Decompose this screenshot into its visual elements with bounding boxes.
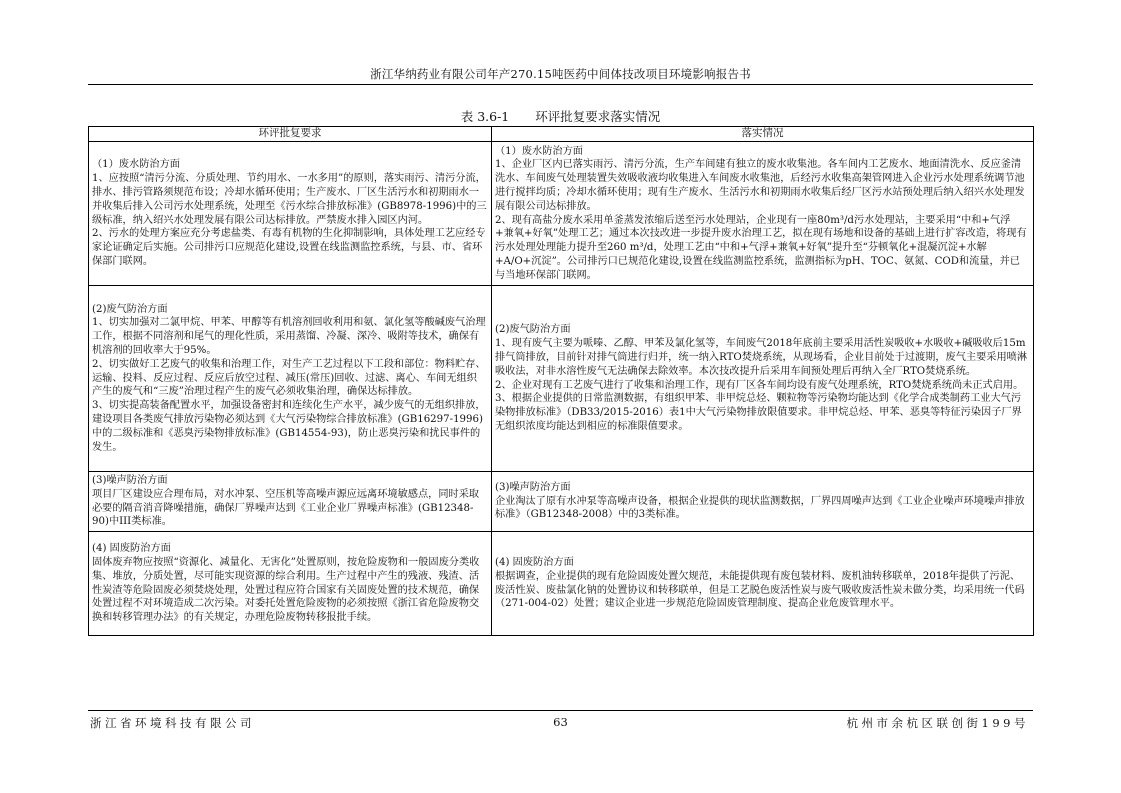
requirement-cell — [89, 142, 492, 286]
requirement-cell — [89, 532, 492, 636]
table-row-solid-waste — [89, 532, 1034, 636]
requirement-heading: (4) 固废防治方面 — [92, 543, 171, 555]
requirement-item: 2、切实做好工艺废气的收集和治理工作，对生产工艺过程以下工段和部位：物料贮存、运输、投料、反应过程、反应后放空过程、减压(常压)回收、过滤、离心、车间无组织产生的废气和“三废”治理过程产生的废气必须收集治理，确保达标排放。 — [92, 358, 486, 398]
implementation-item: 企业淘汰了原有水冲泵等高噪声设备，根据企业提供的现状监测数据，厂界四周噪声达到《工业企业噪声环境噪声排放标准》（GB12348-2008）中的3类标准。 — [495, 495, 1025, 521]
implementation-heading: （1）废水防治方面 — [495, 145, 583, 157]
footer-company: 浙江省环境科技有限公司 — [90, 716, 255, 730]
table-row-noise — [89, 472, 1034, 532]
implementation-cell — [492, 472, 1034, 532]
table-row-wastewater — [89, 142, 1034, 286]
implementation-item: 根据调查，企业提供的现有危险固废处置欠规范，未能提供现有废包装材料、废机油转移联单，2018年提供了污泥、废活性炭、废盐氯化钠的处置协议和转移联单，但是工艺脱色废活性炭与废气吸收废活性炭未做分类，均采用统一代码（271-004-02）处置；建议企业进一步规范危险固废管理制度、提高企业危废管理水平。 — [495, 570, 1025, 610]
implementation-heading: (2)废气防治方面 — [495, 324, 571, 336]
footer-page-number: 63 — [553, 715, 568, 729]
page-header-title: 浙江华纳药业有限公司年产270.15吨医药中间体技改项目环境影响报告书 — [370, 67, 751, 81]
column-header-requirement: 环评批复要求 — [89, 127, 492, 142]
implementation-item: 3、根据企业提供的日常监测数据，有组织甲苯、非甲烷总烃、颗粒物等污染物均能达到《化学合成类制药工业大气污染物排放标准》（DB33/2015-2016）表1中大气污染物排放限值要求。非甲烷总烃、甲苯、恶臭等特征污染因子厂界无组织浓度均能达到相应的标准限值要求。 — [495, 393, 1022, 432]
table-row-waste-gas — [89, 286, 1034, 472]
requirement-cell — [89, 286, 492, 472]
implementation-item: 2、现有高盐分废水采用单釜蒸发浓缩后送至污水处理站，企业现有一座80m³/d污水处理站，主要采用“中和+气浮+兼氧+好氧”处理工艺；通过本次技改进一步提升废水治理工艺，拟在现有场地和设备的基础上进行扩容改造，将现有污水处理处理能力提升至260 m³/d，处理工艺由“中和+气浮+兼氧+好氧”提升至“芬顿氧化+混凝沉淀+水解+A/O+沉淀”。公司排污口已规范化建设,设置在线监测监控系统，监测指标为pH、TOC、氨氮、COD和流量，并已与当地环保部门联网。 — [495, 214, 1027, 281]
requirement-item: 3、切实提高装备配置水平，加强设备密封和连续化生产水平，减少废气的无组织排放，建设项目各类废气排放污染物必须达到《大气污染物综合排放标准》(GB16297-1996)中的二级标准和《恶臭污染物排放标准》(GB14554-93)，防止恶臭污染和扰民事件的发生。 — [92, 400, 486, 453]
requirement-heading: （1）废水防治方面 — [92, 159, 180, 171]
implementation-heading: (4) 固废防治方面 — [495, 556, 574, 568]
implementation-item: 1、现有废气主要为哌嗪、乙醇、甲苯及氯化氢等，车间废气2018年底前主要采用活性炭吸收+水吸收+碱吸收后15m排气筒排放，目前针对排气筒进行归并，统一纳入RTO焚烧系统，从现场看，企业目前处于过渡期，废气主要采用喷淋吸收法，对非水溶性废气无法确保去除效率。本次技改提升后采用车间预处理后再纳入全厂RTO焚烧系统。 — [495, 338, 1028, 377]
implementation-cell — [492, 532, 1034, 636]
table-caption — [0, 107, 1121, 125]
table-header-row — [89, 127, 1034, 142]
implementation-item: 1、企业厂区内已落实雨污、清污分流，生产车间建有独立的废水收集池。各车间内工艺废水、地面清洗水、反应釜清洗水、车间废气处理装置失效吸收液均收集进入车间废水收集池，后经污水收集高架管网进入企业污水处理系统调节池进行搅拌均质；冷却水循环使用；现有生产废水、生活污水和初期雨水收集后经厂区污水站预处理后纳入绍兴水处理发展有限公司达标排放。 — [495, 159, 1025, 212]
implementation-item: 2、企业对现有工艺废气进行了收集和治理工作，现有厂区各车间均设有废气处理系统，RTO焚烧系统尚未正式启用。 — [495, 379, 1024, 391]
requirements-table — [88, 126, 1034, 636]
header-rule — [88, 84, 1033, 85]
requirement-heading: (3)噪声防治方面 — [92, 474, 168, 486]
implementation-heading: (3)噪声防治方面 — [495, 481, 571, 493]
footer-address: 杭州市余杭区联创街199号 — [846, 716, 1029, 730]
requirement-heading: (2)废气防治方面 — [92, 303, 168, 315]
implementation-cell — [492, 286, 1034, 472]
column-header-implementation: 落实情况 — [492, 127, 1034, 142]
requirement-item: 2、污水的处理方案应充分考虑盐类、有毒有机物的生化抑制影响，具体处理工艺应经专家论证确定后实施。公司排污口应规范化建设,设置在线监测监控系统，与县、市、省环保部门联网。 — [92, 228, 486, 267]
requirement-item: 1、应按照“清污分流、分质处理、节约用水、一水多用”的原则，落实雨污、清污分流，排水、排污管路须规范布设；冷却水循环使用；生产废水、厂区生活污水和初期雨水一并收集后排入公司污水处理系统，处理至《污水综合排放标准》(GB8978-1996)中的三级标准，纳入绍兴水处理发展有限公司达标排放。严禁废水排入园区内河。 — [92, 173, 487, 226]
requirement-item: 项目厂区建设应合理布局，对水冲泵、空压机等高噪声源应远离环境敏感点，同时采取必要的隔音消音降噪措施，确保厂界噪声达到《工业企业厂界噪声标准》(GB12348-90)中III类标准。 — [92, 488, 480, 528]
implementation-cell — [492, 142, 1034, 286]
footer-rule — [88, 710, 1033, 711]
requirement-item: 1、切实加强对二氯甲烷、甲苯、甲醇等有机溶剂回收利用和氨、氯化氢等酸碱废气治理工作，根据不同溶剂和尾气的理化性质，采用蒸馏、冷凝、深冷、吸附等技术，确保有机溶剂的回收率大于95%。 — [92, 317, 486, 356]
table-number: 表 3.6-1 — [460, 109, 510, 124]
requirement-item: 固体废弃物应按照“资源化、减量化、无害化”处置原则，按危险废物和一般固废分类收集、堆放，分质处置，尽可能实现资源的综合利用。生产过程中产生的残液、残渣、活性炭渣等危险固废必须焚烧处理，处置过程应符合国家有关固废处置的技术规范，确保处置过程不对环境造成二次污染。对委托处置危险废物的必须按照《浙江省危险废物交换和转移管理办法》的有关规定，办理危险废物转移报批手续。 — [92, 556, 480, 624]
table-title: 环评批复要求落实情况 — [535, 109, 661, 124]
requirement-cell — [89, 472, 492, 532]
